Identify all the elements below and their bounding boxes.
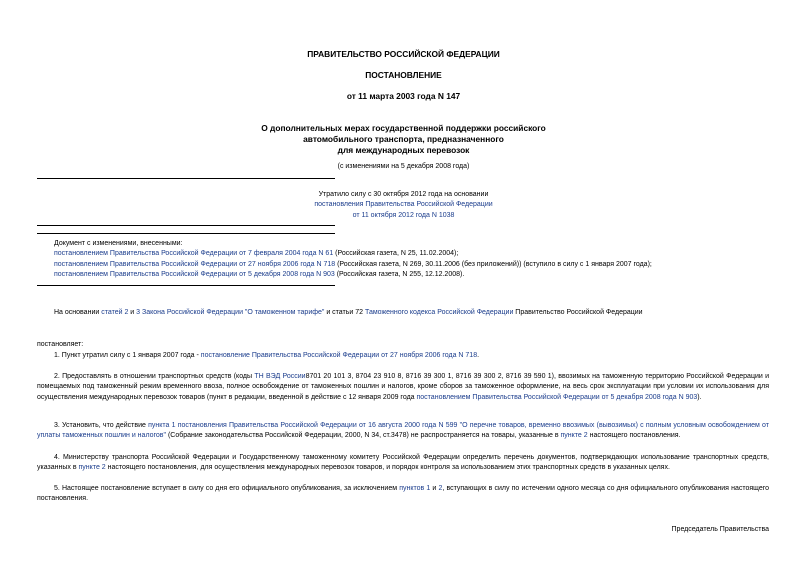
amendment-item: постановлением Правительства Российской Федерации от 27 ноября 2006 года N 718 (Российская газета, N 269, 30.11.2006 (без приложений)) (вступило в силу с 1 января 2007 года); xyxy=(54,260,652,268)
amendment-link[interactable]: постановлением Правительства Российской Федерации от 7 февраля 2004 года N 61 xyxy=(54,250,334,258)
amendment-link[interactable]: постановлением Правительства Российской Федерации от 5 декабря 2008 года N 903 xyxy=(54,271,335,279)
clause-link[interactable]: пункте 2 xyxy=(78,464,106,472)
void-notice-link[interactable]: от 11 октября 2012 года N 1038 xyxy=(352,211,455,219)
decree-link[interactable]: пункта 1 постановления Правительства Российской Федерации от 16 августа 2000 года N 599 "О перечне товаров, временно ввозимых (вывозимых) с полным условным освобождением от уплаты таможенных пошлин и налогов" xyxy=(37,422,770,440)
law-link[interactable]: 3 Закона Российской Федерации "О таможенном тарифе" xyxy=(136,309,325,316)
amendment-item: постановлением Правительства Российской Федерации от 7 февраля 2004 года N 61 (Российская газета, N 25, 11.02.2004); xyxy=(54,250,459,258)
document-type: ПОСТАНОВЛЕНИЕ xyxy=(365,70,442,80)
tnved-link[interactable]: ТН ВЭД России xyxy=(254,373,306,380)
decrees-word: постановляет: xyxy=(37,341,84,348)
item-1: 1. Пункт утратил силу с 1 января 2007 года - постановление Правительства Российской Федерации от 27 ноября 2006 года N 718. xyxy=(54,352,480,359)
basis-paragraph: На основании статей 2 и 3 Закона Российской Федерации "О таможенном тарифе" и статьи 72 Таможенного кодекса Российской Федерации Правительство Российской Федерации xyxy=(54,309,643,316)
divider xyxy=(37,285,335,286)
void-notice-link[interactable]: постановления Правительства Российской Федерации xyxy=(314,201,493,209)
title-line: для международных перевозок xyxy=(337,145,470,155)
government-name: ПРАВИТЕЛЬСТВО РОССИЙСКОЙ ФЕДЕРАЦИИ xyxy=(307,49,500,59)
item-2: 2. Предоставлять в отношении транспортных средств (коды ТН ВЭД России8701 20 101 3, 8704 23 910 8, 8716 39 300 1, 8716 39 300 2, 8716 39 590 1), ввозимых на таможенную территорию Российской Федерации и помещаемых под таможенный режим временного ввоза, полное освобождение от таможенных пошлин и налогов, кроме сборов за таможенное оформление, на весь срок эксплуатации при условии их использования для осуществления международных перевозок товаров (пункт в редакции, введенной в действие с 12 января 2009 года постановлением Правительства Российской Федерации от 5 декабря 2008 года N 903). xyxy=(37,373,769,401)
clause-link[interactable]: пунктов 1 xyxy=(399,485,431,492)
amended-note: (с изменениями на 5 декабря 2008 года) xyxy=(337,163,470,170)
amendment-link[interactable]: постановлением Правительства Российской Федерации от 27 ноября 2006 года N 718 xyxy=(54,260,336,268)
void-notice xyxy=(0,190,807,221)
decree-link[interactable]: постановлением Правительства Российской Федерации от 5 декабря 2008 года N 903 xyxy=(416,393,698,401)
amendments-heading: Документ с изменениями, внесенными: xyxy=(54,240,183,247)
title-line: автомобильного транспорта, предназначенного xyxy=(303,134,504,144)
law-link[interactable]: статей 2 xyxy=(101,309,129,316)
divider xyxy=(37,225,335,226)
clause-link[interactable]: 2 xyxy=(438,485,443,492)
amendment-item: постановлением Правительства Российской Федерации от 5 декабря 2008 года N 903 (Российская газета, N 255, 12.12.2008). xyxy=(54,271,465,279)
decree-link[interactable]: постановление Правительства Российской Федерации от 27 ноября 2006 года N 718 xyxy=(200,352,478,359)
document-title xyxy=(0,123,807,156)
item-5: 5. Настоящее постановление вступает в силу со дня его официального опубликования, за исключением пунктов 1 и 2, вступающих в силу по истечении одного месяца со дня официального опубликования настоящего постановления. xyxy=(37,485,770,503)
document-date: от 11 марта 2003 года N 147 xyxy=(346,91,461,101)
amendments-block xyxy=(54,239,774,281)
clause-link[interactable]: пункте 2 xyxy=(560,432,588,440)
divider xyxy=(37,178,335,179)
item-4: 4. Министерству транспорта Российской Федерации и Государственному таможенному комитету Российской Федерации определить перечень документов, подтверждающих использование транспортных средств, указанных в пункте 2 настоящего постановления, для осуществления международных перевозок товаров, и порядок контроля за использованием этих транспортных средств в указанных целях. xyxy=(37,454,769,472)
signature: Председатель Правительства xyxy=(671,526,769,533)
item-3: 3. Установить, что действие пункта 1 постановления Правительства Российской Федерации от 16 августа 2000 года N 599 "О перечне товаров, временно ввозимых (вывозимых) с полным условным освобождением от уплаты таможенных пошлин и налогов" (Собрание законодательства Российской Федерации, 2000, N 34, ст.3478) не распространяется на товары, указанные в пункте 2 настоящего постановления. xyxy=(37,422,770,440)
divider xyxy=(37,233,335,234)
law-link[interactable]: Таможенного кодекса Российской Федерации xyxy=(364,309,514,316)
void-notice-text: Утратило силу с 30 октября 2012 года на основании xyxy=(318,191,489,198)
title-line: О дополнительных мерах государственной поддержки российского xyxy=(261,123,546,133)
